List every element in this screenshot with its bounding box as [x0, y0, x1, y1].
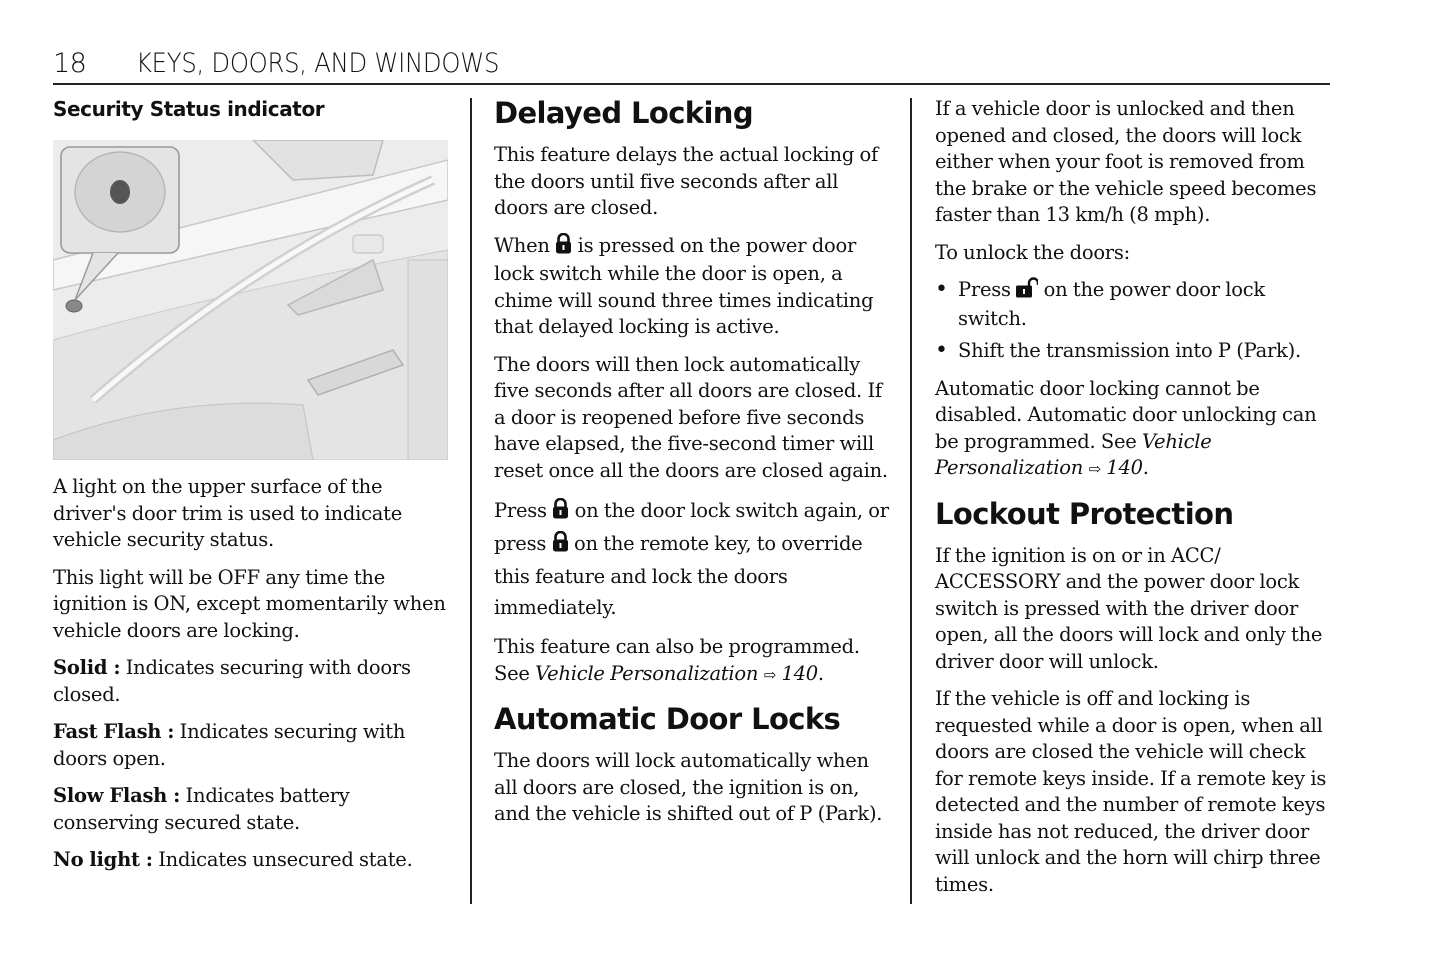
text: on the door lock switch again, or press — [494, 499, 889, 555]
term: No light : — [53, 848, 153, 871]
paragraph: If the vehicle is off and locking is requested while a door is open, when all doors are closed the vehicle will check for remote keys inside. If a remote key is detected and the number of remote keys inside has not reduced, the driver door will unlock and the horn will chirp three times. — [935, 687, 1327, 896]
section-title-lockout-protection: Lockout Protection — [935, 496, 1234, 531]
unlock-icon — [1016, 277, 1038, 306]
paragraph: The doors will lock automatically when all doors are closed, the ignition is on, and the vehicle is shifted out of P (Park). — [494, 749, 883, 825]
definition-no-light — [53, 847, 448, 874]
text: When — [494, 233, 556, 257]
bullet-list — [935, 277, 1335, 365]
paragraph — [494, 634, 894, 688]
cross-reference-link[interactable]: Vehicle Personalization — [535, 661, 759, 685]
paragraph — [935, 376, 1335, 483]
text: is pressed on the power door lock switch while the door is open, a chime will sound three times indicating that delayed locking is active. — [494, 233, 874, 338]
paragraph: This feature delays the actual locking of the doors until five seconds after all doors are closed. — [494, 143, 878, 219]
term: Slow Flash : — [53, 784, 181, 807]
list-item: • Shift the transmission into P (Park). — [935, 338, 1335, 365]
page-number: 18 — [53, 48, 87, 79]
text: Press — [494, 499, 553, 522]
paragraph: This light will be OFF any time the ignition is ON, except momentarily when vehicle doors are locking. — [53, 565, 446, 642]
paragraph: A light on the upper surface of the driver's door trim is used to indicate vehicle security status. — [53, 475, 402, 551]
list-item — [935, 277, 1335, 332]
section-title-delayed-locking: Delayed Locking — [494, 96, 754, 130]
lock-icon — [552, 530, 569, 561]
column-3 — [935, 96, 1335, 909]
text: on the remote key, to override this feature and lock the doors immediately. — [494, 532, 863, 619]
lock-icon — [552, 497, 569, 528]
door-trim-drawing — [53, 140, 448, 460]
definition-fast-flash — [53, 719, 448, 772]
paragraph: To unlock the doors: — [935, 240, 1130, 264]
lock-icon — [555, 233, 572, 262]
text: . — [1142, 456, 1149, 479]
page-reference[interactable]: 140 — [781, 661, 818, 685]
paragraph — [494, 233, 894, 341]
column-1 — [53, 96, 448, 885]
paragraph — [494, 495, 894, 623]
column-2 — [494, 96, 894, 839]
cross-reference-link[interactable]: Vehicle Personalization — [935, 429, 1212, 479]
paragraph: If a vehicle door is unlocked and then opened and closed, the doors will lock either when your foot is removed from the brake or the vehicle speed becomes faster than 13 km/h (8 mph). — [935, 97, 1317, 226]
definition-solid — [53, 655, 448, 708]
page-reference-arrow-icon: ⇨ — [763, 665, 776, 684]
paragraph: The doors will then lock automatically five seconds after all doors are closed. If a door is reopened before five seconds have elapsed, the five-second timer will reset once all the doors are closed again. — [494, 352, 888, 482]
door-trim-illustration — [53, 140, 448, 460]
definition-text: Indicates battery conserving secured state. — [53, 784, 350, 834]
text: . — [817, 661, 824, 685]
chapter-title: KEYS, DOORS, AND WINDOWS — [136, 48, 500, 79]
definition-slow-flash — [53, 783, 448, 836]
term: Fast Flash : — [53, 720, 175, 743]
text: Press — [958, 278, 1017, 301]
column-divider — [910, 98, 912, 904]
term: Solid : — [53, 656, 121, 679]
paragraph: If the ignition is on or in ACC/ ACCESSORY and the power door lock switch is pressed with the driver door open, all the doors will lock and only the driver door will unlock. — [935, 543, 1323, 673]
text: Automatic door locking cannot be disabled. Automatic door unlocking can be programmed. See — [935, 376, 1317, 453]
definition-text: Indicates securing with doors closed. — [53, 656, 411, 706]
section-title-automatic-door-locks: Automatic Door Locks — [494, 702, 841, 736]
column-divider — [470, 98, 472, 904]
text: This feature can also be programmed. See — [494, 635, 860, 685]
page-reference[interactable]: 140 — [1106, 456, 1143, 479]
text: on the power door lock switch. — [958, 278, 1265, 330]
page-header — [53, 46, 1330, 85]
definition-text: Indicates unsecured state. — [152, 848, 413, 871]
definition-text: Indicates securing with doors open. — [53, 720, 406, 770]
subheading-security-status: Security Status indicator — [53, 97, 325, 121]
page-reference-arrow-icon: ⇨ — [1088, 460, 1101, 478]
